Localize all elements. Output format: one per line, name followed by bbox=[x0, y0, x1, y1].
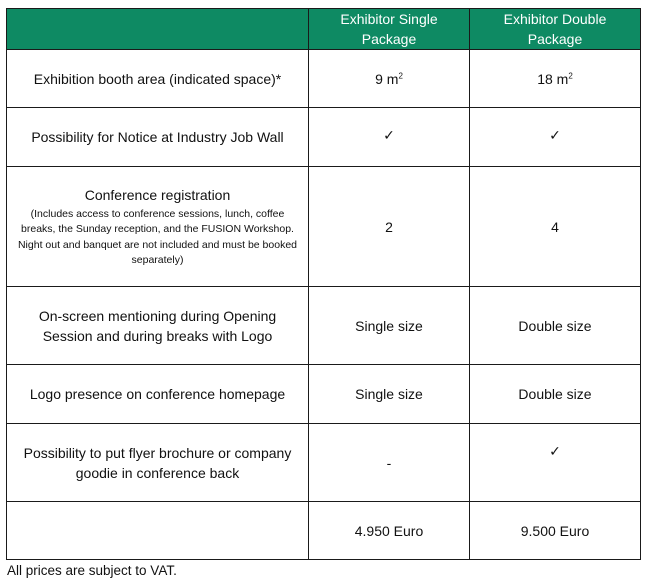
header-row bbox=[7, 9, 641, 50]
single-booth-unit-exponent: 2 bbox=[398, 70, 403, 80]
table-row bbox=[7, 50, 641, 108]
header-double-package: Exhibitor Double Package bbox=[470, 9, 641, 50]
feature-conference-registration bbox=[7, 167, 309, 287]
single-booth-value: 9 m bbox=[375, 70, 399, 87]
table-row bbox=[7, 287, 641, 365]
single-flyer-value: - bbox=[309, 424, 470, 502]
feature-logo-homepage: Logo presence on conference homepage bbox=[7, 365, 309, 424]
double-flyer-check-icon: ✓ bbox=[470, 424, 641, 502]
conference-registration-label: Conference registration bbox=[84, 186, 231, 203]
header-single-package: Exhibitor Single Package bbox=[309, 9, 470, 50]
table-row bbox=[7, 108, 641, 167]
double-booth-unit-exponent: 2 bbox=[568, 70, 573, 80]
table-row bbox=[7, 167, 641, 287]
double-job-wall-check-icon: ✓ bbox=[470, 108, 641, 167]
feature-booth-area: Exhibition booth area (indicated space)* bbox=[7, 50, 309, 108]
double-registrations: 4 bbox=[470, 167, 641, 287]
feature-on-screen-mention: On-screen mentioning during Opening Session and during breaks with Logo bbox=[7, 287, 309, 365]
single-logo-size: Single size bbox=[309, 365, 470, 424]
table-row bbox=[7, 365, 641, 424]
feature-flyer-goodie: Possibility to put flyer brochure or company goodie in conference back bbox=[7, 424, 309, 502]
conference-registration-note: (Includes access to conference sessions, lunch, coffee breaks, the Sunday reception, and the FUSION Workshop. Night out and banquet are not included and must be booked separately) bbox=[17, 207, 298, 266]
single-package-price: 4.950 Euro bbox=[309, 502, 470, 560]
header-feature-cell bbox=[7, 9, 309, 50]
package-comparison-table bbox=[6, 8, 641, 560]
table-row bbox=[7, 424, 641, 502]
single-on-screen-size: Single size bbox=[309, 287, 470, 365]
feature-job-wall: Possibility for Notice at Industry Job Wall bbox=[7, 108, 309, 167]
price-row bbox=[7, 502, 641, 560]
single-registrations: 2 bbox=[309, 167, 470, 287]
double-on-screen-size: Double size bbox=[470, 287, 641, 365]
price-label-cell bbox=[7, 502, 309, 560]
double-package-price: 9.500 Euro bbox=[470, 502, 641, 560]
double-booth-value: 18 m bbox=[537, 70, 569, 87]
vat-footnote: All prices are subject to VAT. bbox=[7, 563, 177, 578]
double-logo-size: Double size bbox=[470, 365, 641, 424]
single-job-wall-check-icon: ✓ bbox=[309, 108, 470, 167]
double-booth-area bbox=[470, 50, 641, 108]
single-booth-area bbox=[309, 50, 470, 108]
